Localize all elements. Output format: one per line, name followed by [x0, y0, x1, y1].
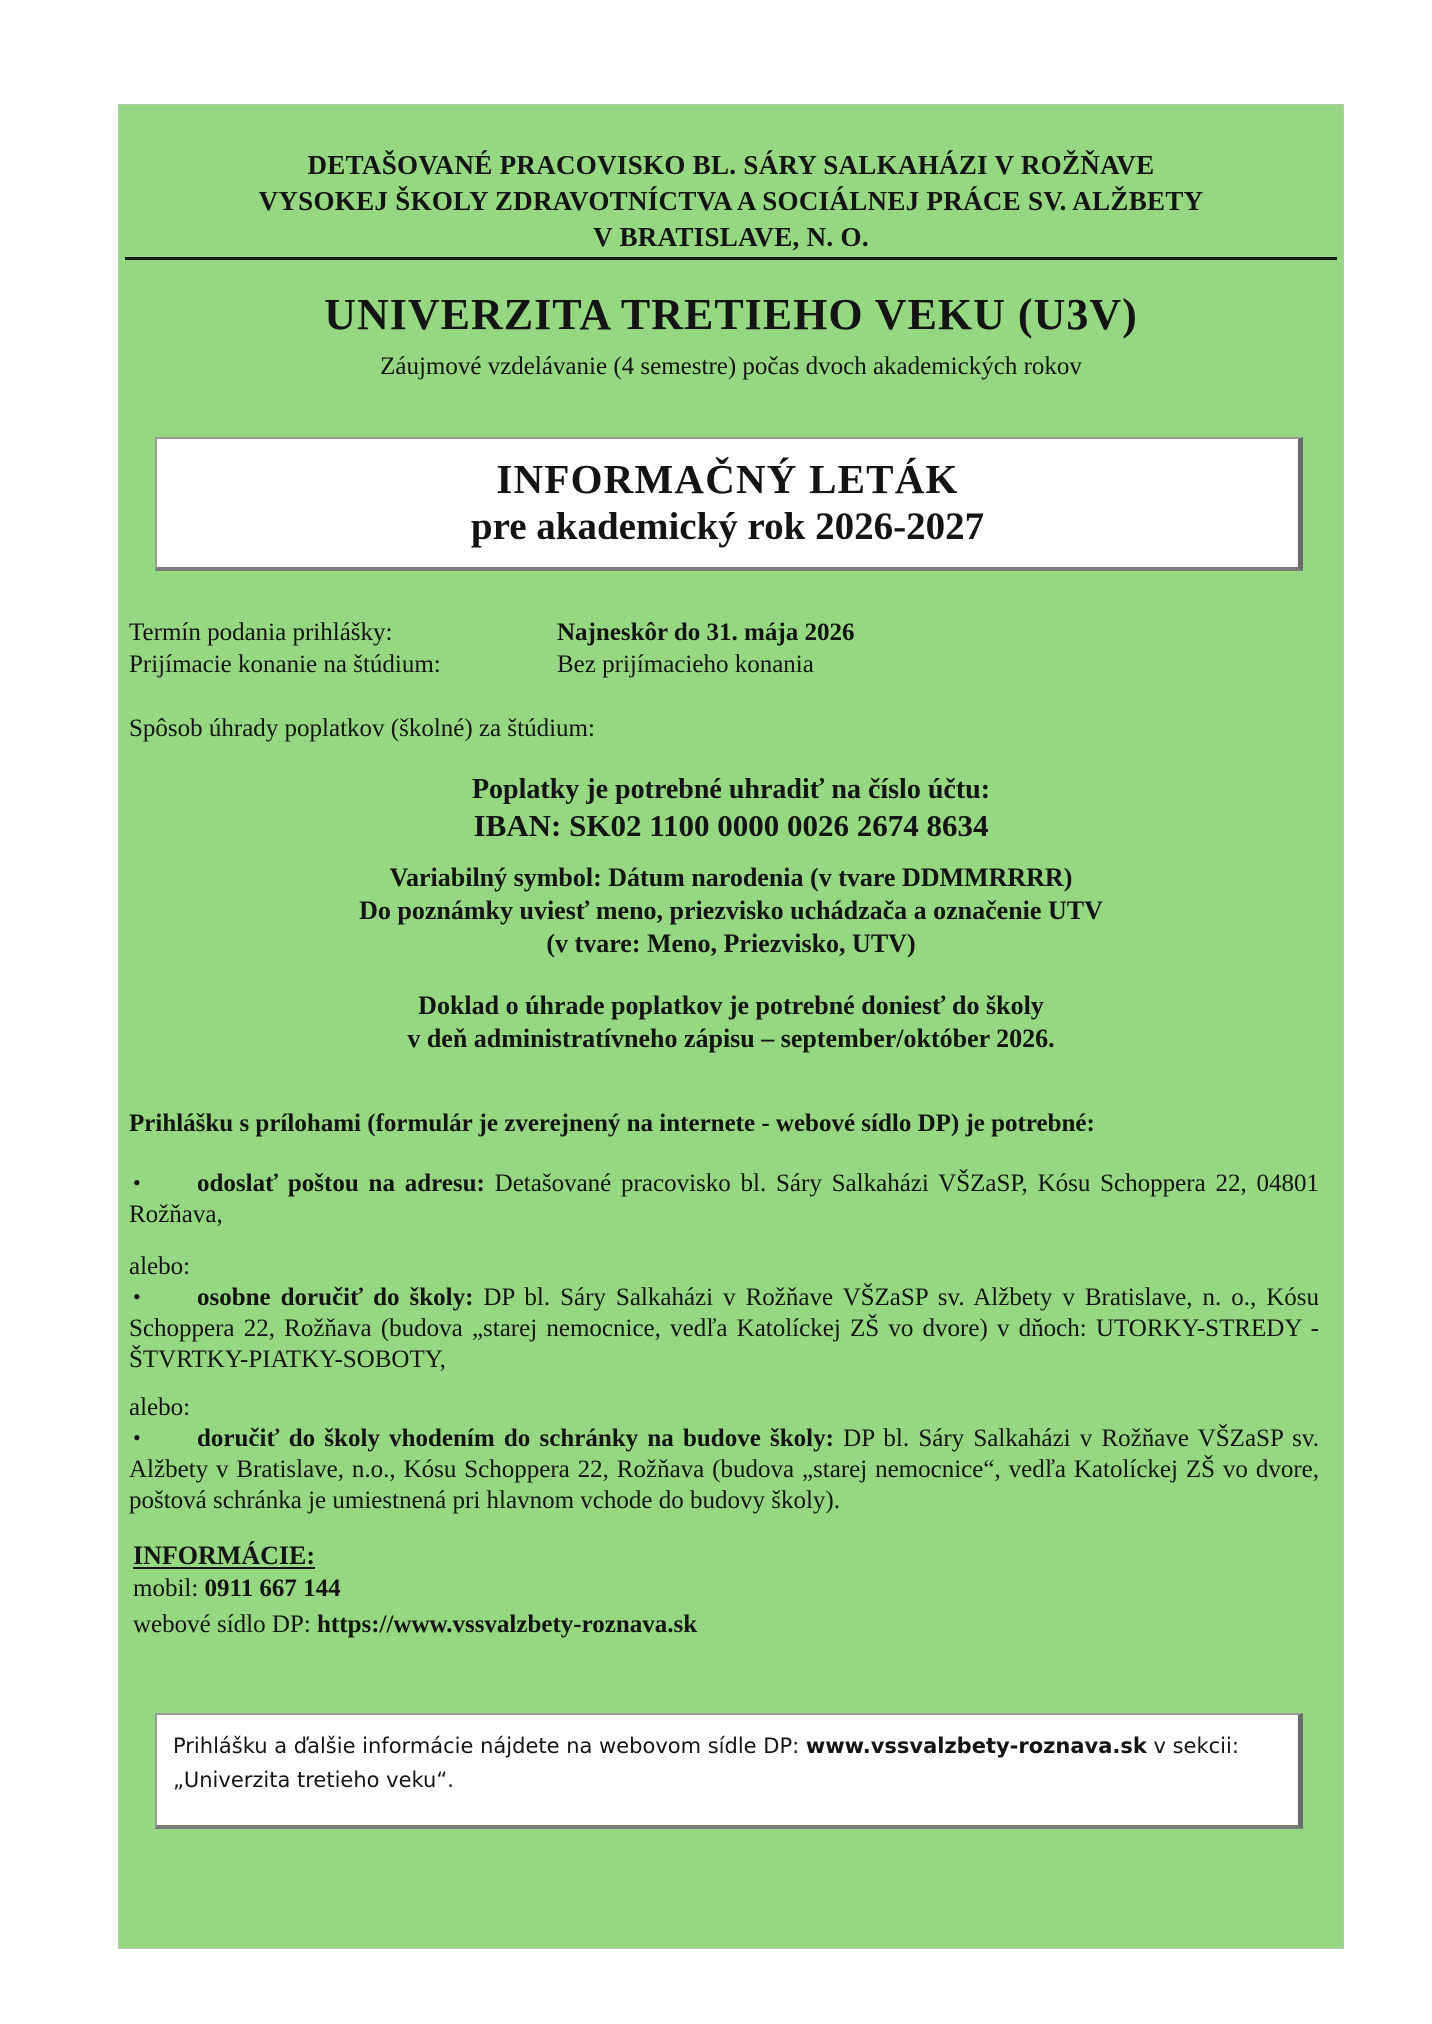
contact-web [133, 1609, 697, 1641]
contact-mobile [133, 1573, 341, 1605]
contact-heading: INFORMÁCIE: [133, 1541, 315, 1570]
program-title: UNIVERZITA TRETIEHO VEKU (U3V) [324, 290, 1138, 339]
payment-proof-line-1: Doklad o úhrade poplatkov je potrebné doniesť do školy [418, 991, 1044, 1020]
payment-note-format: (v tvare: Meno, Priezvisko, UTV) [546, 929, 916, 958]
submission-option-lead: odoslať poštou na adresu: [197, 1170, 485, 1197]
payment-note: Do poznámky uviesť meno, priezvisko uchádzača a označenie UTV [359, 896, 1103, 925]
submission-option-post [129, 1168, 1319, 1230]
admission-value: Bez prijímacieho konania [557, 651, 814, 678]
web-label: webové sídlo DP: [133, 1611, 318, 1638]
submission-option-text: Detašované pracovisko bl. Sáry Salkaházi VŠZaSP, Kósu Schoppera 22, 04801 Rožňava, [129, 1170, 1319, 1228]
program-subtitle: Záujmové vzdelávanie (4 semestre) počas dvoch akademických rokov [380, 353, 1082, 380]
submission-heading: Prihlášku s prílohami (formulár je zverejnený na internete - webové sídlo DP) je potrebné: [129, 1110, 1095, 1137]
mobile-label: mobil: [133, 1575, 205, 1602]
submission-option-mailbox [129, 1423, 1319, 1516]
application-deadline-label: Termín podania prihlášky: [129, 619, 393, 646]
institution-line-2: VYSOKEJ ŠKOLY ZDRAVOTNÍCTVA A SOCIÁLNEJ PRÁCE SV. ALŽBETY [258, 186, 1204, 216]
leaflet-page [118, 104, 1344, 1949]
bullet-dot: • [133, 1425, 141, 1450]
web-link[interactable]: https://www.vssvalzbety-roznava.sk [317, 1611, 698, 1638]
or-label: alebo: [129, 1394, 191, 1421]
leaflet-title-box [155, 437, 1303, 571]
website-info-text: Prihlášku a ďalšie informácie nájdete na webovom sídle DP: [173, 1734, 806, 1758]
institution-header [119, 147, 1343, 255]
variable-symbol: Variabilný symbol: Dátum narodenia (v tvare DDMMRRRR) [389, 863, 1073, 892]
payment-proof-line-2: v deň administratívneho zápisu – september/október 2026. [407, 1024, 1055, 1053]
academic-year: pre akademický rok 2026-2027 [470, 505, 985, 548]
submission-option-lead: osobne doručiť do školy: [197, 1284, 474, 1311]
website-info-box [155, 1713, 1303, 1829]
submission-option-text: DP bl. Sáry Salkaházi v Rožňave VŠZaSP sv. Alžbety v Bratislave, n.o., Kósu Schoppera 22, Rožňava (budova „starej nemocnice“, vedľa Katolíckej ZŠ vo dvore, poštová schránka je umiestnená pri hlavnom vchode do budovy školy). [129, 1425, 1319, 1514]
iban: IBAN: SK02 1100 0000 0026 2674 8634 [473, 808, 989, 843]
submission-option-lead: doručiť do školy vhodením do schránky na budove školy: [197, 1425, 834, 1452]
application-deadline-value: Najneskôr do 31. mája 2026 [557, 619, 855, 646]
bullet-dot: • [133, 1170, 141, 1195]
payment-intro: Spôsob úhrady poplatkov (školné) za štúdium: [129, 715, 595, 742]
institution-line-1: DETAŠOVANÉ PRACOVISKO BL. SÁRY SALKAHÁZI V ROŽŇAVE [307, 150, 1155, 180]
website-url[interactable]: www.vssvalzbety-roznava.sk [805, 1734, 1147, 1758]
institution-line-3: V BRATISLAVE, N. O. [593, 222, 869, 252]
admission-label: Prijímacie konanie na štúdium: [129, 651, 441, 678]
submission-option-personal [129, 1282, 1319, 1375]
leaflet-title: INFORMAČNÝ LETÁK [496, 456, 959, 502]
mobile-number: 0911 667 144 [204, 1575, 341, 1602]
payment-account-line: Poplatky je potrebné uhradiť na číslo účtu: [471, 774, 991, 805]
website-info-section: v sekcii: „Univerzita tretieho veku“. [173, 1734, 1239, 1792]
submission-option-text: DP bl. Sáry Salkaházi v Rožňave VŠZaSP sv. Alžbety v Bratislave, n. o., Kósu Schoppera 22, Rožňava (budova „starej nemocnice, vedľa Katolíckej ZŠ vo dvore) v dňoch: UTORKY-STREDY - ŠTVRTKY-PIATKY-SOBOTY, [129, 1284, 1319, 1373]
header-divider [125, 257, 1337, 260]
or-label: alebo: [129, 1253, 191, 1280]
bullet-dot: • [133, 1284, 141, 1309]
